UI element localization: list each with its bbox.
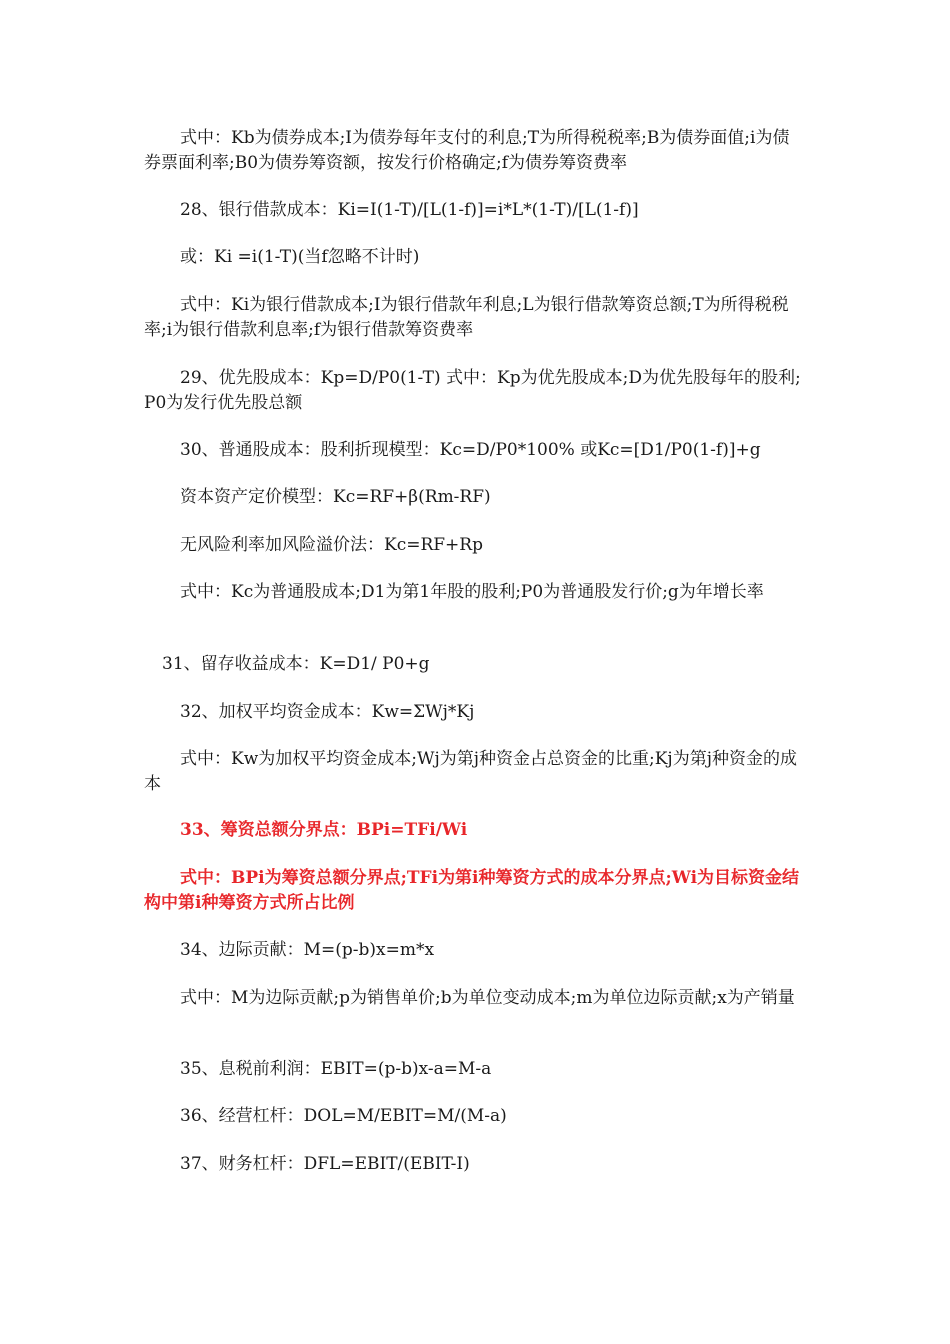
paragraph-financing-breakpoint-formula: 33、筹资总额分界点：BPi=TFi/Wi [180, 820, 468, 840]
paragraph-common-stock-cost: 30、普通股成本：股利折现模型：Kc=D/P0*100% 或Kc=[D1/P0(1-f)]+g [180, 440, 761, 460]
paragraph-contribution-margin-formula: 34、边际贡献：M=(p-b)x=m*x [180, 940, 435, 960]
paragraph-bank-loan-cost-simplified: 或：Ki =i(1-T)(当f忽略不计时) [180, 247, 420, 267]
paragraph-common-stock-definitions: 式中：Kc为普通股成本;D1为第1年股的股利;P0为普通股发行价;g为年增长率 [180, 582, 764, 602]
paragraph-bond-cost-definitions: 式中：Kb为债券成本;I为债券每年支付的利息;T为所得税税率;B为债券面值;i为债券票面利率;B0为债券筹资额，按发行价格确定;f为债券筹资费率 [144, 128, 790, 173]
paragraph-operating-leverage: 36、经营杠杆：DOL=M/EBIT=M/(M-a) [180, 1106, 507, 1126]
paragraph-capm-model: 资本资产定价模型：Kc=RF+β(Rm-RF) [180, 487, 491, 507]
paragraph-financing-breakpoint-definitions: 式中：BPi为筹资总额分界点;TFi为第i种筹资方式的成本分界点;Wi为目标资金结构中第i种筹资方式所占比例 [144, 868, 800, 913]
paragraph-preferred-stock-cost: 29、优先股成本：Kp=D/P0(1-T) 式中：Kp为优先股成本;D为优先股每年的股利;P0为发行优先股总额 [144, 368, 801, 413]
paragraph-contribution-margin-definitions: 式中：M为边际贡献;p为销售单价;b为单位变动成本;m为单位边际贡献;x为产销量 [180, 988, 795, 1008]
paragraph-bank-loan-cost-definitions: 式中：Ki为银行借款成本;I为银行借款年利息;L为银行借款筹资总额;T为所得税税率;i为银行借款利息率;f为银行借款筹资费率 [144, 295, 789, 340]
paragraph-retained-earnings-cost: 31、留存收益成本：K=D1/ P0+g [162, 654, 430, 674]
paragraph-bank-loan-cost-formula: 28、银行借款成本：Ki=I(1-T)/[L(1-f)]=i*L*(1-T)/[L(1-f)] [180, 200, 639, 220]
paragraph-risk-premium-method: 无风险利率加风险溢价法：Kc=RF+Rp [180, 535, 483, 555]
paragraph-wacc-definitions: 式中：Kw为加权平均资金成本;Wj为第j种资金占总资金的比重;Kj为第j种资金的成本 [144, 749, 797, 794]
paragraph-wacc-formula: 32、加权平均资金成本：Kw=ΣWj*Kj [180, 702, 475, 722]
paragraph-financial-leverage: 37、财务杠杆：DFL=EBIT/(EBIT-I) [180, 1154, 470, 1174]
paragraph-ebit-formula: 35、息税前利润：EBIT=(p-b)x-a=M-a [180, 1059, 492, 1079]
